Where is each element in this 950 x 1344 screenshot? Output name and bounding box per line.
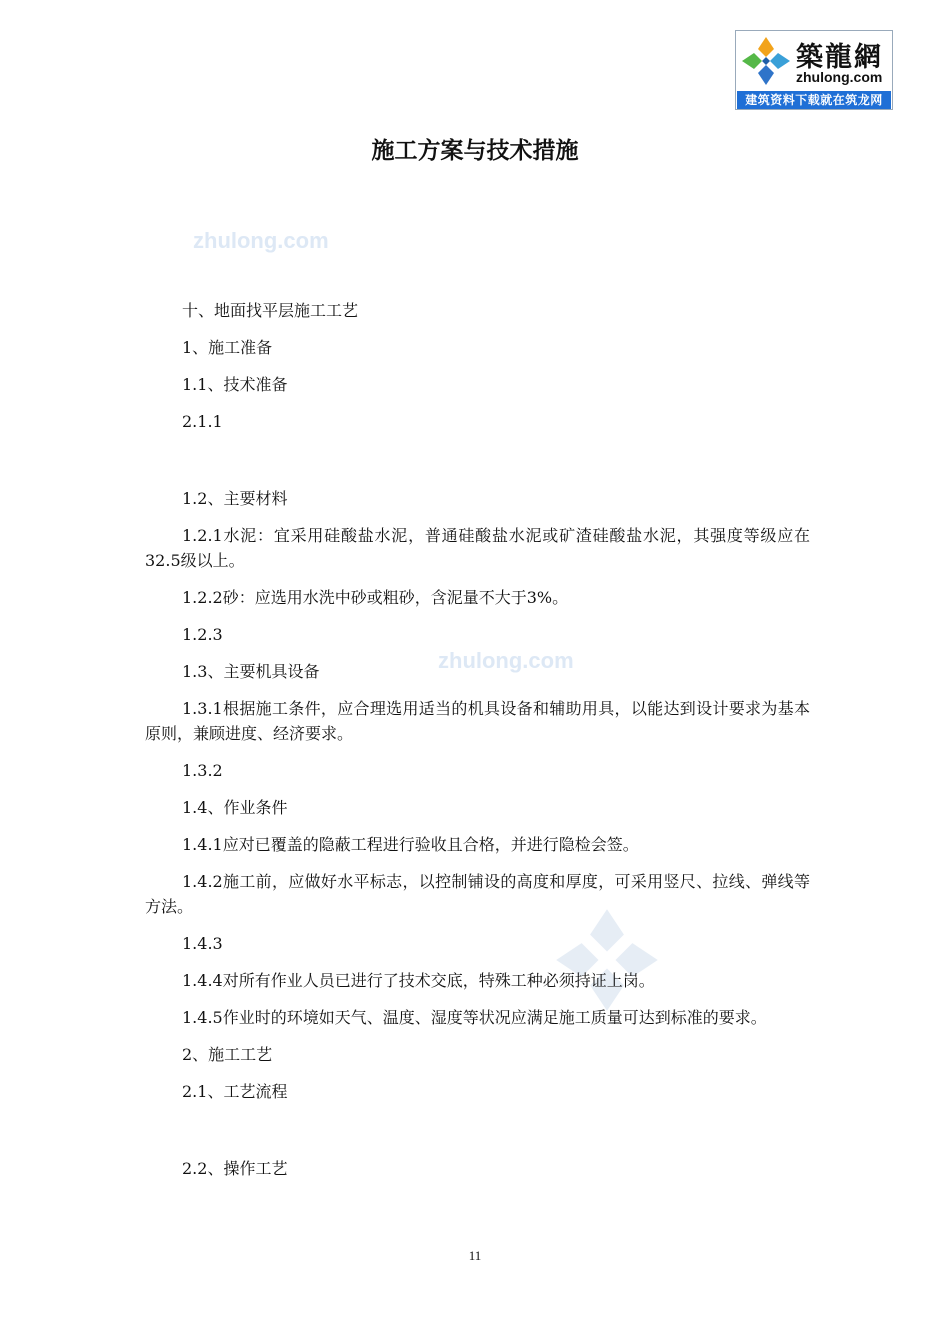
zhulong-logo-icon: [740, 35, 792, 87]
document-body: [145, 298, 810, 1193]
zhulong-logo: [735, 30, 893, 110]
paragraph: 2.2、操作工艺: [182, 1159, 288, 1178]
paragraph: 1.4.2施工前，应做好水平标志，以控制铺设的高度和厚度，可采用竖尺、拉线、弹线等方法。: [145, 872, 810, 916]
paragraph: 1.4.3: [182, 934, 223, 953]
paragraph: 1、施工准备: [182, 338, 273, 357]
paragraph: 1.3.1根据施工条件，应合理选用适当的机具设备和辅助用具，以能达到设计要求为基本原则，兼顾进度、经济要求。: [145, 699, 810, 743]
paragraph: 1.1、技术准备: [182, 375, 288, 394]
page-title: 施工方案与技术措施: [371, 138, 579, 164]
paragraph: 2.1、工艺流程: [182, 1082, 288, 1101]
paragraph: 1.4.1应对已覆盖的隐蔽工程进行验收且合格，并进行隐检会签。: [182, 835, 639, 854]
watermark-text: zhulong.com: [438, 648, 574, 673]
paragraph: 1.3、主要机具设备: [182, 662, 320, 681]
paragraph: 1.4.5作业时的环境如天气、温度、湿度等状况应满足施工质量可达到标准的要求。: [182, 1008, 767, 1027]
logo-domain: zhulong.com: [796, 69, 883, 85]
blank-line: [145, 1116, 810, 1156]
logo-chinese-name: 築龍網: [796, 42, 883, 73]
paragraph: 十、地面找平层施工工艺: [182, 301, 359, 320]
paragraph: 1.2、主要材料: [182, 489, 288, 508]
blank-line: [145, 446, 810, 486]
paragraph: 1.4.4对所有作业人员已进行了技术交底，特殊工种必须持证上岗。: [182, 971, 655, 990]
paragraph: 2.1.1: [182, 412, 223, 431]
paragraph: 2、施工工艺: [182, 1045, 273, 1064]
paragraph: 1.4、作业条件: [182, 798, 288, 817]
paragraph: 1.2.2砂：应选用水洗中砂或粗砂，含泥量不大于3%。: [182, 588, 569, 607]
paragraph: 1.2.1水泥：宜采用硅酸盐水泥，普通硅酸盐水泥或矿渣硅酸盐水泥，其强度等级应在32.5级以上。: [145, 526, 810, 570]
paragraph: 1.3.2: [182, 761, 223, 780]
watermark-text: zhulong.com: [193, 228, 329, 253]
page-number: 11: [468, 1248, 482, 1263]
paragraph: 1.2.3: [182, 625, 223, 644]
logo-slogan: 建筑资料下载就在筑龙网: [737, 91, 891, 109]
